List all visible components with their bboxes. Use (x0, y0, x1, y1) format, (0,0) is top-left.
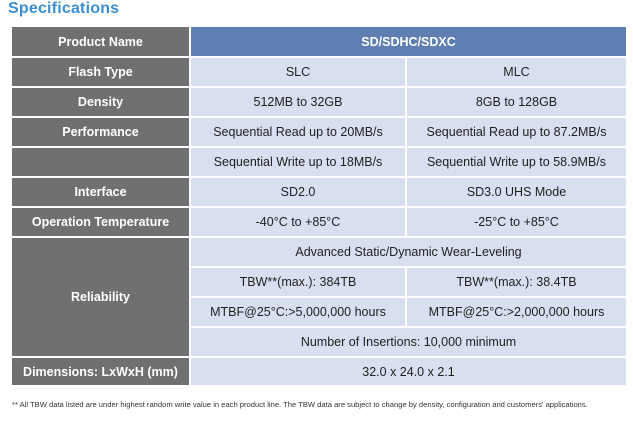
interface-label: Interface (12, 178, 189, 206)
table-row-product-name (12, 27, 626, 56)
table-row-temperature (12, 208, 626, 236)
dimensions-label: Dimensions: LxWxH (mm) (12, 358, 189, 385)
reliability-tbw-slc: TBW**(max.): 384TB (191, 268, 405, 296)
reliability-wear-leveling: Advanced Static/Dynamic Wear-Leveling (191, 238, 626, 266)
product-name-value: SD/SDHC/SDXC (191, 27, 626, 56)
table-row-density (12, 88, 626, 116)
temperature-mlc: -25°C to +85°C (407, 208, 626, 236)
temperature-slc: -40°C to +85°C (191, 208, 405, 236)
performance-read-mlc: Sequential Read up to 87.2MB/s (407, 118, 626, 146)
table-row-flash-type (12, 58, 626, 86)
interface-slc: SD2.0 (191, 178, 405, 206)
density-label: Density (12, 88, 189, 116)
reliability-mtbf-slc: MTBF@25°C:>5,000,000 hours (191, 298, 405, 326)
flash-type-label: Flash Type (12, 58, 189, 86)
density-mlc: 8GB to 128GB (407, 88, 626, 116)
dimensions-value: 32.0 x 24.0 x 2.1 (191, 358, 626, 385)
performance-write-mlc: Sequential Write up to 58.9MB/s (407, 148, 626, 176)
page-title: Specifications (8, 0, 120, 17)
performance-read-slc: Sequential Read up to 20MB/s (191, 118, 405, 146)
table-row-performance-write (12, 148, 626, 176)
table-row-interface (12, 178, 626, 206)
temperature-label: Operation Temperature (12, 208, 189, 236)
table-row-dimensions (12, 358, 626, 385)
performance-label: Performance (12, 118, 189, 146)
density-slc: 512MB to 32GB (191, 88, 405, 116)
table-row-performance-read (12, 118, 626, 146)
footnote: ** All TBW data listed are under highest random write value in each product line. The TBW data are subject to change by density, configuration and customers' applications. (12, 400, 588, 409)
reliability-insertions: Number of Insertions: 10,000 minimum (191, 328, 626, 356)
product-name-label: Product Name (12, 27, 189, 56)
reliability-tbw-mlc: TBW**(max.): 38.4TB (407, 268, 626, 296)
performance-blank-label (12, 148, 189, 176)
flash-type-slc: SLC (191, 58, 405, 86)
interface-mlc: SD3.0 UHS Mode (407, 178, 626, 206)
performance-write-slc: Sequential Write up to 18MB/s (191, 148, 405, 176)
reliability-label: Reliability (12, 238, 189, 356)
table-row-reliability-wear (12, 238, 626, 266)
flash-type-mlc: MLC (407, 58, 626, 86)
reliability-mtbf-mlc: MTBF@25°C:>2,000,000 hours (407, 298, 626, 326)
specifications-table (10, 25, 628, 387)
